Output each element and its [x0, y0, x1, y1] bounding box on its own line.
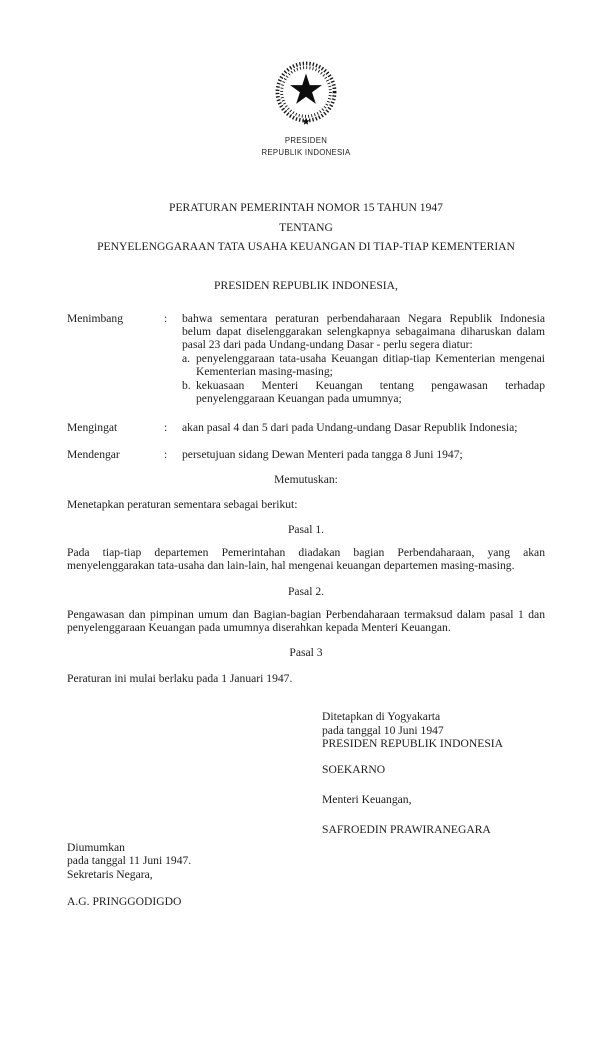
menimbang-content	[182, 312, 545, 406]
item-a-text: penyelenggaraan tata-usaha Keuangan ditiap-tiap Kementerian mengenai Kementerian masing-masing;	[196, 351, 545, 379]
issuing-authority-heading: PRESIDEN REPUBLIK INDONESIA,	[214, 279, 398, 293]
signing-date: pada tanggal 10 Juni 1947	[322, 723, 444, 737]
signing-authority: PRESIDEN REPUBLIK INDONESIA	[322, 737, 503, 751]
colon-separator: :	[164, 421, 168, 435]
menimbang-item-a	[182, 352, 545, 379]
item-b-marker: b.	[182, 378, 191, 392]
president-name: SOEKARNO	[322, 762, 386, 776]
mengingat-label: Mengingat	[67, 421, 118, 435]
mendengar-row	[67, 448, 545, 461]
mengingat-text: akan pasal 4 dan 5 dari pada Undang-undang Dasar Republik Indonesia;	[182, 421, 518, 435]
seal-block	[67, 50, 545, 158]
article-heading-pasal-2: Pasal 2.	[287, 585, 325, 599]
colon-separator: :	[164, 311, 168, 325]
minister-name: SAFROEDIN PRAWIRANEGARA	[322, 823, 491, 837]
colon-separator: :	[164, 447, 168, 461]
document-page	[0, 50, 612, 908]
seal-caption-republik-indonesia: REPUBLIK INDONESIA	[261, 148, 351, 157]
mendengar-label: Mendengar	[67, 447, 120, 461]
promulgation-date: pada tanggal 11 Juni 1947.	[67, 854, 192, 868]
regulation-title: PERATURAN PEMERINTAH NOMOR 15 TAHUN 1947	[169, 201, 443, 214]
promulgation-block	[67, 841, 545, 909]
menetapkan-line: Menetapkan peraturan sementara sebagai berikut:	[67, 497, 298, 511]
article-body-pasal-3: Peraturan ini mulai berlaku pada 1 Januari 1947.	[67, 671, 293, 685]
signing-block	[322, 710, 545, 836]
menimbang-text: bahwa sementara peraturan perbendaharaan Negara Republik Indonesia belum dapat diselenggarakan selengkapnya sebagaimana diharuskan dalam pasal 23 dari pada Undang-undang Dasar - perlu segera diatur:	[182, 311, 545, 352]
presidential-star-wreath-icon	[264, 50, 348, 134]
mendengar-text: persetujuan sidang Dewan Menteri pada tangga 8 Juni 1947;	[182, 447, 463, 461]
item-b-text: kekuasaan Menteri Keuangan tentang pengawasan terhadap penyelenggaraan Keuangan pada umumnya;	[196, 378, 545, 406]
menimbang-row	[67, 312, 545, 406]
article-body-pasal-1: Pada tiap-tiap departemen Pemerintahan diadakan bagian Perbendaharaan, yang akan menyelenggarakan tata-usaha dan lain-lain, hal mengenai keuangan departemen masing-masing.	[67, 545, 545, 572]
menimbang-item-b	[182, 379, 545, 406]
seal-caption-presiden: PRESIDEN	[284, 136, 328, 145]
mengingat-row	[67, 421, 545, 434]
item-a-marker: a.	[182, 351, 191, 365]
title-tentang: TENTANG	[279, 221, 333, 235]
regulation-subject-title: PENYELENGGARAAN TATA USAHA KEUANGAN DI TIAP-TIAP KEMENTERIAN	[97, 239, 515, 253]
memutuskan-heading: Memutuskan:	[274, 473, 338, 487]
promulgation-line1: Diumumkan	[67, 840, 125, 854]
article-heading-pasal-3: Pasal 3	[289, 645, 323, 659]
signing-place: Ditetapkan di Yogyakarta	[322, 710, 441, 724]
secretary-name: A.G. PRINGGODIGDO	[67, 895, 182, 908]
minister-title: Menteri Keuangan,	[322, 792, 412, 806]
article-body-pasal-2: Pengawasan dan pimpinan umum dan Bagian-bagian Perbendaharaan termaksud dalam pasal 1 dan penyelenggaraan Keuangan pada umumnya diserahkan kepada Menteri Keuangan.	[67, 607, 545, 635]
menimbang-label: Menimbang	[67, 311, 124, 325]
secretary-title: Sekretaris Negara,	[67, 867, 153, 881]
article-heading-pasal-1: Pasal 1.	[287, 523, 325, 537]
